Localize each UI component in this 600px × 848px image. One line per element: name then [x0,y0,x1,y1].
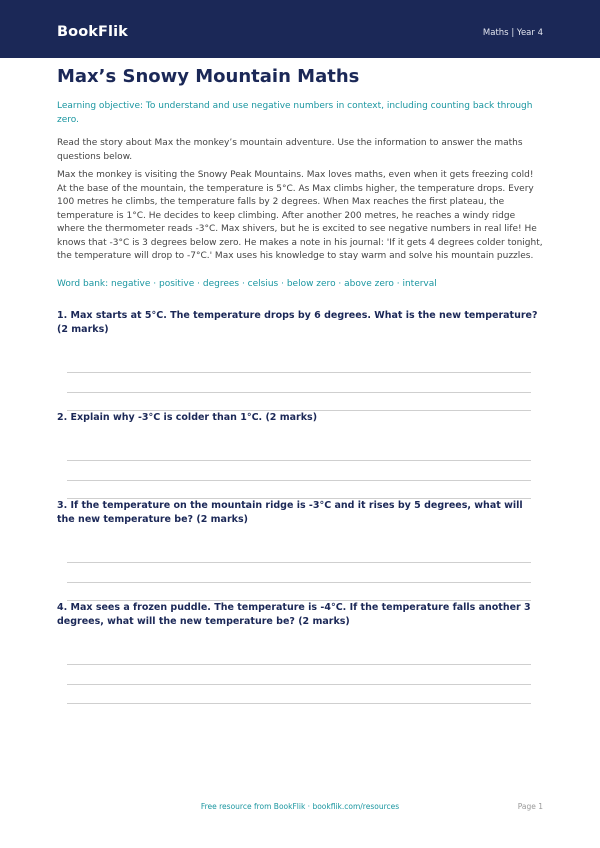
question-1: 1. Max starts at 5°C. The temperature drops by 6 degrees. What is the new temperature? (2 marks) [57,310,538,335]
word-bank: Word bank: negative · positive · degrees · celsius · below zero · above zero · interval [57,279,437,289]
footer-resource-link[interactable]: Free resource from BookFlik · bookflik.com/resources [200,802,400,811]
page-number: Page 1 [517,802,543,811]
page-header [0,0,600,58]
question-2: 2. Explain why -3°C is colder than 1°C. (2 marks) [57,412,318,423]
answer-line[interactable] [67,372,531,373]
answer-line[interactable] [67,562,531,563]
page-title: Max’s Snowy Mountain Maths [57,66,360,87]
subject-year-label: Maths | Year 4 [482,28,543,38]
instructions: Read the story about Max the monkey’s mountain adventure. Use the information to answer the maths questions below. [57,138,523,162]
answer-line[interactable] [67,392,531,393]
story-text: Max the monkey is visiting the Snowy Peak Mountains. Max loves maths, even when it gets freezing cold! At the base of the mountain, the temperature is 5°C. As Max climbs higher, the temperature drops. Every 100 metres he climbs, the temperature falls by 2 degrees. When Max reaches the first plateau, the temperature is 1°C. He decides to keep climbing. After another 200 metres, he reaches a windy ridge where the thermometer reads -3°C. Max shivers, but he is excited to see negative numbers in real life! He knows that -3°C is 3 degrees below zero. He makes a note in his journal: 'If it gets 4 degrees colder tonight, the temperature will drop to -7°C.' Max uses his knowledge to stay warm and solve his mountain puzzles. [57,170,543,261]
answer-line[interactable] [67,480,531,481]
answer-line[interactable] [67,460,531,461]
answer-line[interactable] [67,582,531,583]
learning-objective: Learning objective: To understand and use negative numbers in context, including counting back through zero. [57,101,533,125]
question-4: 4. Max sees a frozen puddle. The temperature is -4°C. If the temperature falls another 3 degrees, what will the new temperature be? (2 marks) [57,602,531,627]
brand-logo: BookFlik [57,24,128,40]
question-3: 3. If the temperature on the mountain ridge is -3°C and it rises by 5 degrees, what will the new temperature be? (2 marks) [57,500,523,525]
answer-line[interactable] [67,684,531,685]
answer-line[interactable] [67,664,531,665]
answer-line[interactable] [67,703,531,704]
